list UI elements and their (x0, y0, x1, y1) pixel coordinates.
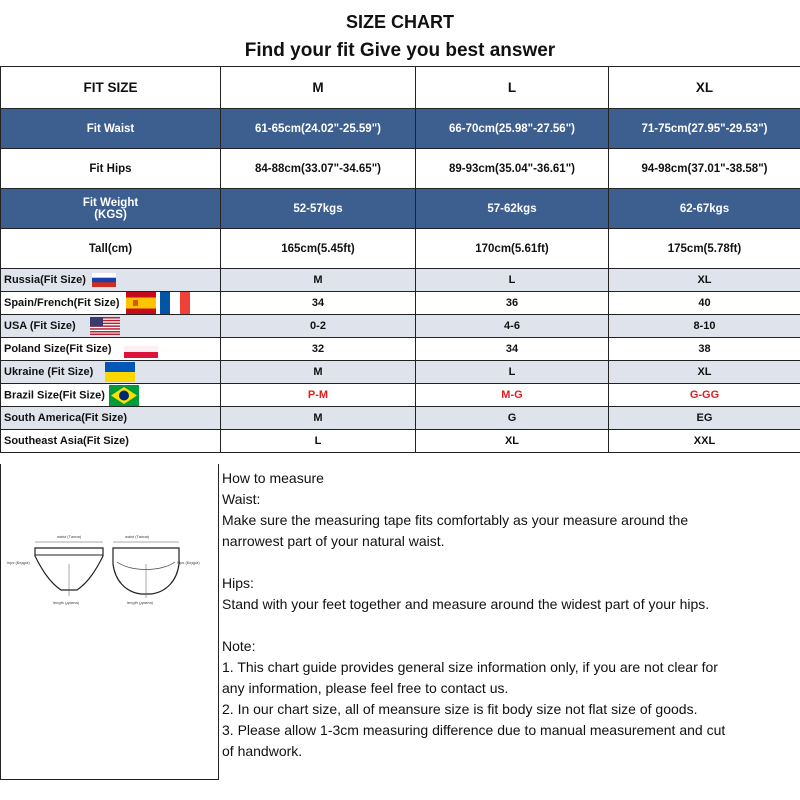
measure-line: of handwork. (222, 743, 303, 759)
measure-section (0, 464, 800, 780)
country-value: XL (609, 269, 800, 292)
country-label-cell (1, 315, 221, 338)
country-value: 38 (609, 338, 800, 361)
header-size-l: L (416, 67, 609, 109)
country-label: Ukraine (Fit Size) (4, 365, 94, 378)
diagram-waist-label: waist (Талия) (57, 534, 82, 539)
country-label: USA (Fit Size) (4, 319, 76, 332)
diagram-length-label-back: length (длина) (127, 600, 154, 605)
tall-l: 170cm(5.61ft) (416, 229, 609, 269)
size-chart-table (0, 66, 800, 453)
hips-xl: 94-98cm(37.01"-38.58") (609, 149, 800, 189)
tall-row (1, 229, 800, 269)
measure-line (222, 615, 796, 636)
country-value: G-GG (609, 384, 800, 407)
waist-label: Fit Waist (1, 109, 221, 149)
diagram-hips-label: hips (Бедра) (7, 560, 30, 565)
underwear-diagram-icon (1, 464, 219, 664)
measure-line: Make sure the measuring tape fits comfortably as your measure around the (222, 512, 689, 528)
country-row-ukraine (1, 361, 800, 384)
measure-line: Hips: (222, 575, 254, 591)
measure-line: Stand with your feet together and measure around the widest part of your hips. (222, 596, 710, 612)
waist-row (1, 109, 800, 149)
country-row-southeast-asia (1, 430, 800, 453)
country-row-south-america (1, 407, 800, 430)
diagram-length-label: length (длина) (53, 600, 80, 605)
country-row-spain-french (1, 292, 800, 315)
measure-line: Note: (222, 638, 256, 654)
country-value: EG (609, 407, 800, 430)
measure-line: Waist: (222, 491, 261, 507)
country-label-cell (1, 292, 221, 315)
measure-line: 1. This chart guide provides general size information only, if you are not clear for (222, 659, 718, 675)
country-value: L (416, 269, 609, 292)
country-label-cell (1, 269, 221, 292)
country-value: 34 (221, 292, 416, 315)
measure-line: narrowest part of your natural waist. (222, 533, 445, 549)
country-value: M (221, 361, 416, 384)
country-value: L (416, 361, 609, 384)
country-label: Russia(Fit Size) (4, 273, 86, 286)
waist-l: 66-70cm(25.98"-27.56") (416, 109, 609, 149)
header-label: FIT SIZE (1, 67, 221, 109)
hips-m: 84-88cm(33.07"-34.65") (221, 149, 416, 189)
country-label: Spain/French(Fit Size) (4, 296, 120, 309)
country-label-cell: South America(Fit Size) (1, 407, 221, 430)
weight-row (1, 189, 800, 229)
country-row-russia (1, 269, 800, 292)
tall-label: Tall(cm) (1, 229, 221, 269)
country-value: G (416, 407, 609, 430)
weight-label (1, 189, 221, 229)
waist-xl: 71-75cm(27.95"-29.53") (609, 109, 800, 149)
measure-diagram (0, 464, 219, 780)
page-title: SIZE CHART (346, 12, 454, 32)
ukraine-flag-icon (105, 362, 135, 382)
measure-line (222, 552, 796, 573)
brazil-flag-icon (109, 385, 139, 406)
poland-flag-icon (124, 346, 158, 358)
country-value: 32 (221, 338, 416, 361)
measure-line: 3. Please allow 1-3cm measuring difference due to manual measurement and cut (222, 722, 726, 738)
france-flag-icon (160, 292, 190, 314)
measure-line: any information, please feel free to contact us. (222, 680, 509, 696)
russia-flag-icon (92, 273, 116, 287)
country-value: XL (609, 361, 800, 384)
diagram-hips-label-back: hips (Бедра) (177, 560, 200, 565)
country-value: 40 (609, 292, 800, 315)
weight-m: 52-57kgs (221, 189, 416, 229)
country-value: 34 (416, 338, 609, 361)
country-value: L (221, 430, 416, 453)
diagram-waist-label-back: waist (Талия) (125, 534, 150, 539)
hips-row (1, 149, 800, 189)
measure-line: 2. In our chart size, all of meansure size is fit body size not flat size of goods. (222, 701, 698, 717)
weight-xl: 62-67kgs (609, 189, 800, 229)
country-row-poland (1, 338, 800, 361)
measure-line: How to measure (222, 470, 324, 486)
country-label-cell (1, 338, 221, 361)
country-value: 8-10 (609, 315, 800, 338)
hips-l: 89-93cm(35.04"-36.61") (416, 149, 609, 189)
tall-m: 165cm(5.45ft) (221, 229, 416, 269)
country-label-cell (1, 384, 221, 407)
country-row-usa (1, 315, 800, 338)
usa-flag-icon (90, 317, 120, 335)
country-row-brazil (1, 384, 800, 407)
page-subtitle: Find your fit Give you best answer (244, 40, 556, 61)
measure-instructions (222, 468, 796, 762)
country-value: 0-2 (221, 315, 416, 338)
country-value: M-G (416, 384, 609, 407)
header-size-xl: XL (609, 67, 800, 109)
country-value: M (221, 407, 416, 430)
country-value: XL (416, 430, 609, 453)
country-value: 36 (416, 292, 609, 315)
tall-xl: 175cm(5.78ft) (609, 229, 800, 269)
country-value: XXL (609, 430, 800, 453)
country-value: 4-6 (416, 315, 609, 338)
country-label: Brazil Size(Fit Size) (4, 388, 105, 401)
hips-label: Fit Hips (1, 149, 221, 189)
weight-l: 57-62kgs (416, 189, 609, 229)
country-value: M (221, 269, 416, 292)
country-label: Poland Size(Fit Size) (4, 342, 112, 355)
header-size-m: M (221, 67, 416, 109)
country-label-cell (1, 361, 221, 384)
weight-label-line2: (KGS) (94, 208, 127, 221)
weight-label-line1: Fit Weight (82, 196, 139, 209)
country-label-cell: Southeast Asia(Fit Size) (1, 430, 221, 453)
waist-m: 61-65cm(24.02"-25.59") (221, 109, 416, 149)
header-row (1, 67, 800, 109)
country-value: P-M (221, 384, 416, 407)
spain-flag-icon (126, 292, 156, 314)
